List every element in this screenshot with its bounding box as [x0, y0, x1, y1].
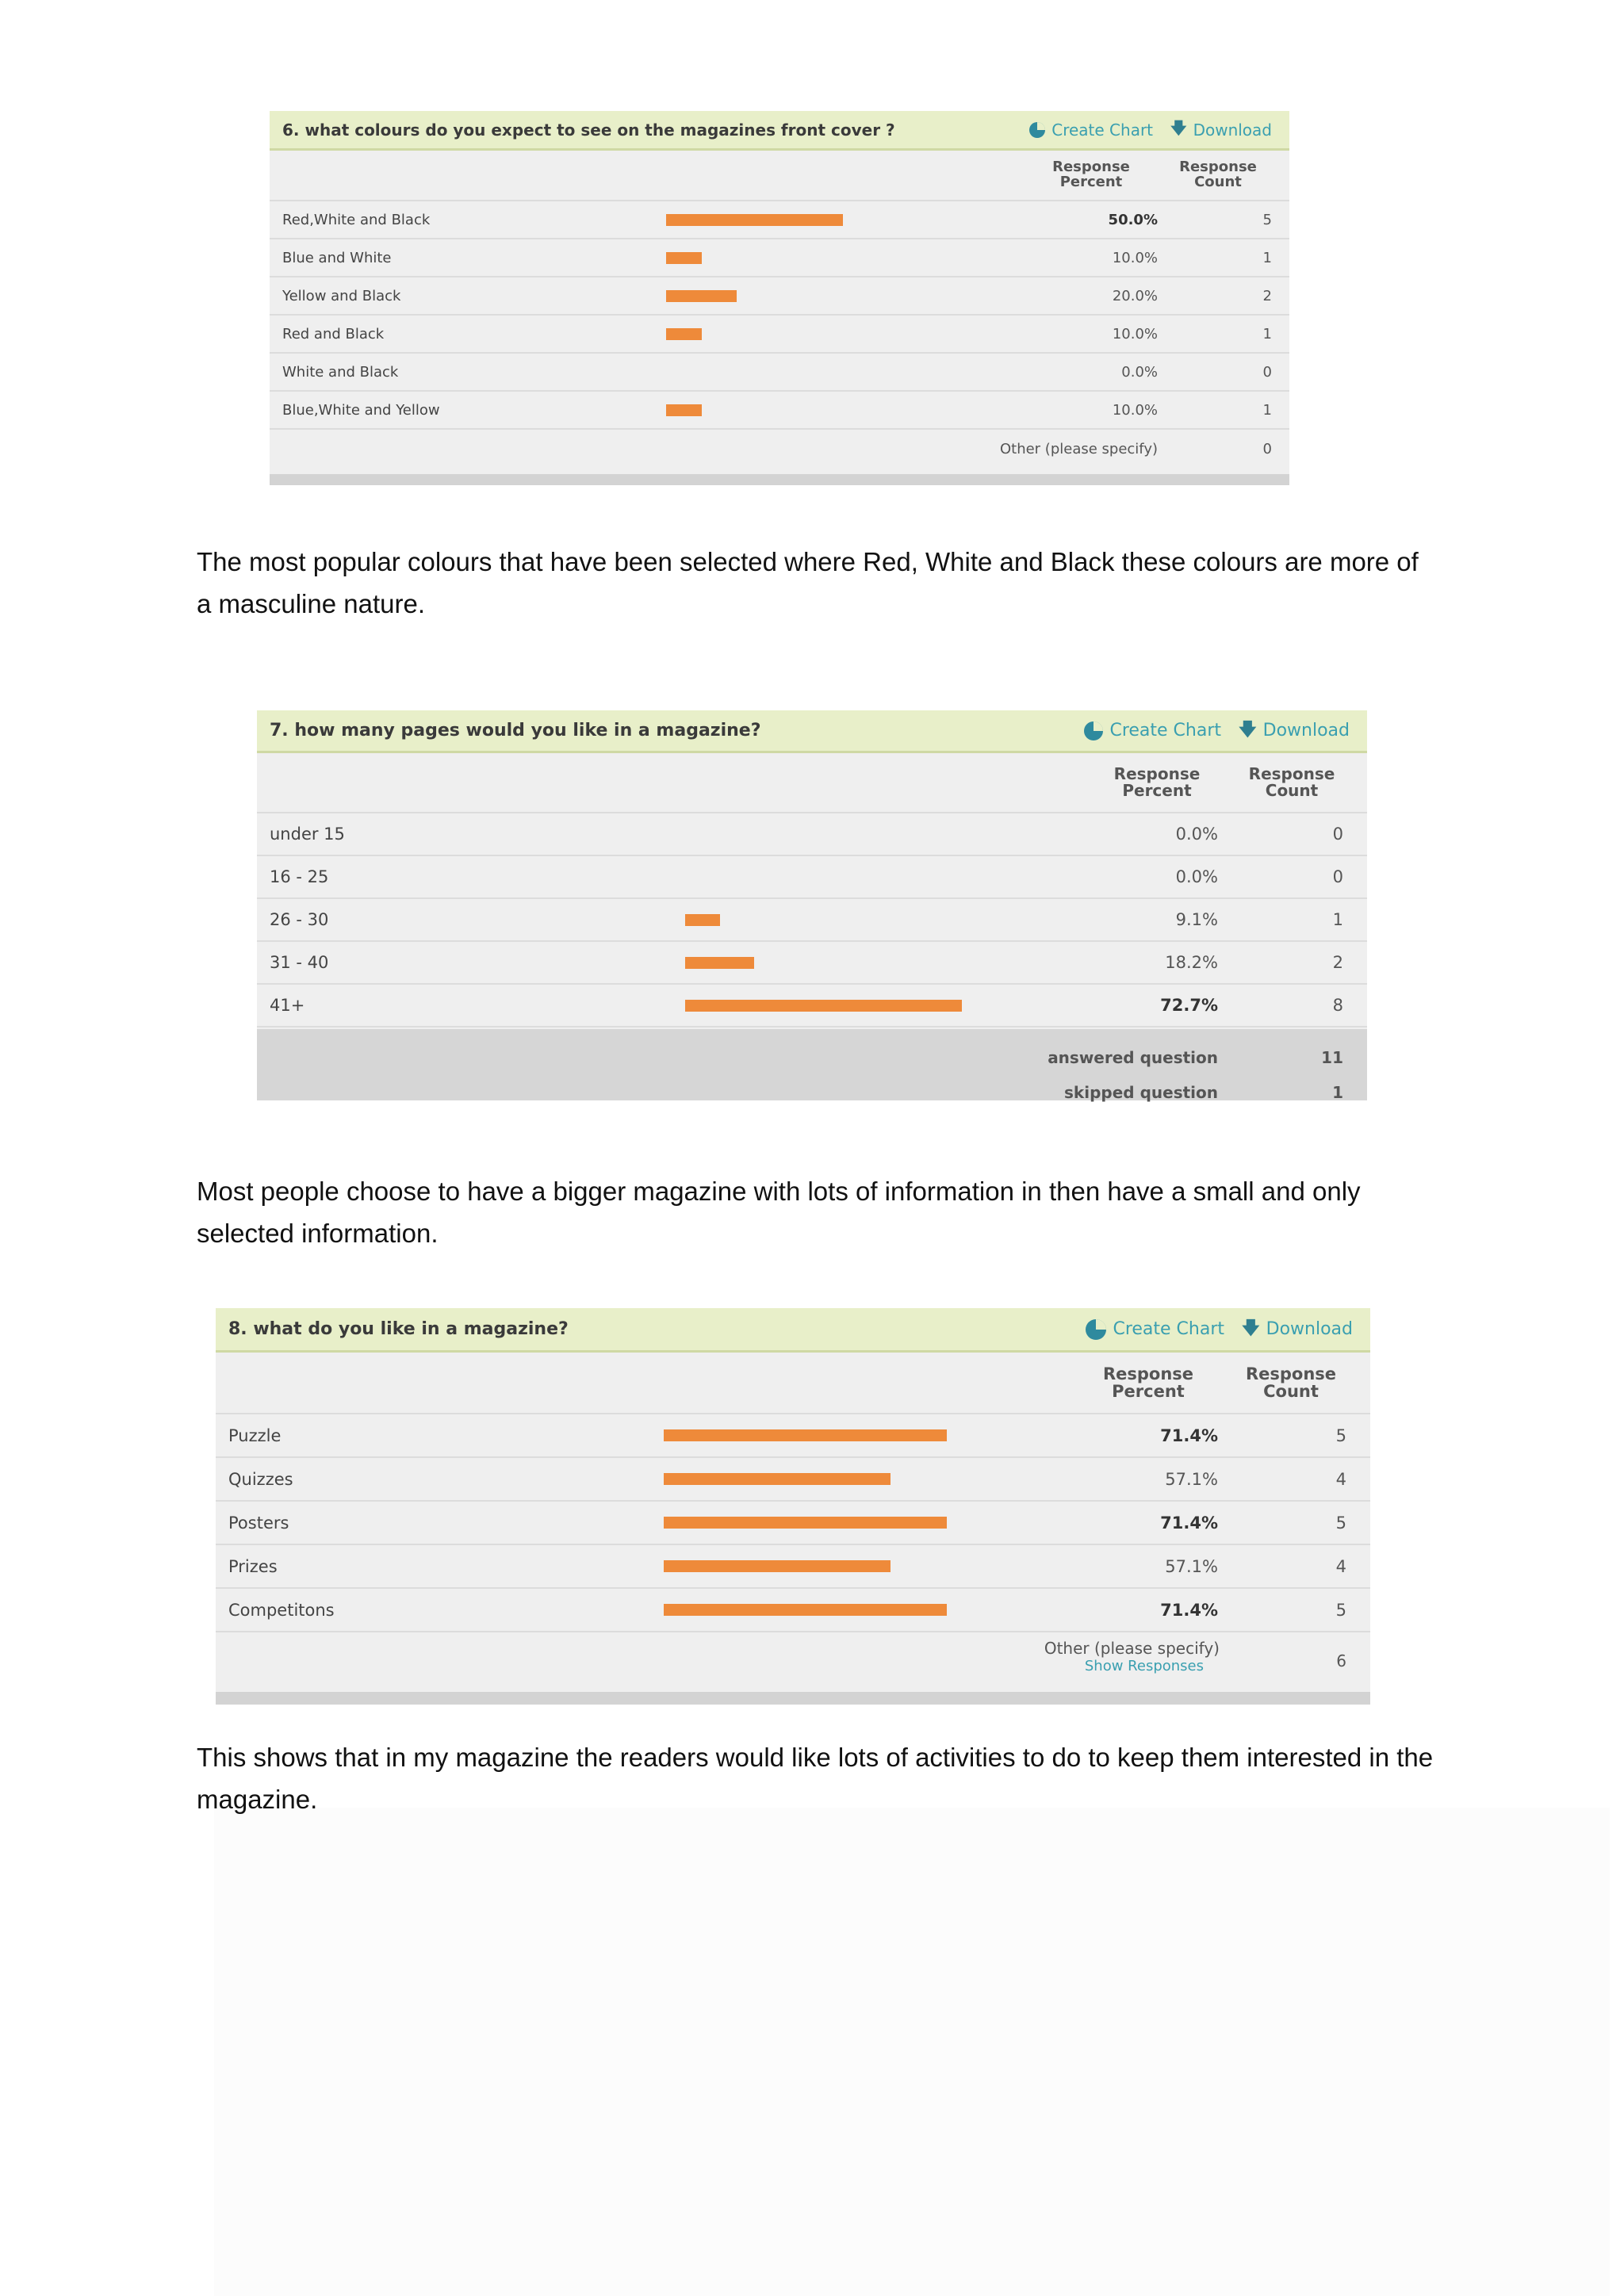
create-chart-button[interactable] [1086, 1319, 1224, 1340]
answered-question-label: answered question [1048, 1048, 1218, 1067]
download-button[interactable] [1170, 117, 1272, 144]
response-percent-header: Response Percent [1052, 159, 1130, 190]
response-bar [666, 252, 702, 264]
table-bottom-strip [216, 1692, 1370, 1705]
response-percent: 71.4% [1160, 1600, 1218, 1620]
column-headers [270, 151, 1289, 201]
response-bar [666, 214, 843, 226]
response-percent: 10.0% [1112, 249, 1158, 266]
answer-row [257, 942, 1367, 985]
response-count: 1 [1262, 249, 1272, 266]
response-bar [664, 1560, 891, 1572]
other-label: Other (please specify) [1044, 1639, 1220, 1658]
response-percent: 9.1% [1175, 910, 1218, 929]
download-button[interactable] [1239, 716, 1350, 746]
create-chart-label: Create Chart [1113, 1319, 1225, 1339]
download-label: Download [1266, 1319, 1353, 1339]
answer-row [270, 316, 1289, 354]
response-count: 2 [1262, 287, 1272, 304]
question-title: 7. how many pages would you like in a magazine? [270, 721, 761, 740]
download-arrow-icon: 🡇 [1242, 1318, 1260, 1338]
response-bar [666, 328, 702, 340]
column-headers [257, 753, 1367, 813]
response-count: 0 [1262, 363, 1272, 381]
response-count-header: Response Count [1179, 159, 1257, 190]
answer-label: under 15 [270, 825, 345, 844]
response-bar [664, 1517, 947, 1529]
response-count: 5 [1335, 1600, 1346, 1620]
answer-label: 16 - 25 [270, 867, 329, 886]
answered-question-count: 11 [1321, 1048, 1343, 1067]
response-count: 4 [1335, 1556, 1346, 1576]
survey-question-6 [270, 111, 1289, 485]
answer-row [270, 392, 1289, 430]
download-button[interactable] [1242, 1314, 1353, 1345]
response-count: 5 [1335, 1425, 1346, 1445]
download-label: Download [1193, 120, 1272, 140]
response-percent: 10.0% [1112, 401, 1158, 419]
create-chart-button[interactable] [1029, 121, 1153, 140]
faint-background [214, 1808, 1610, 2296]
answer-label: Blue and White [282, 249, 392, 266]
response-percent: 71.4% [1160, 1513, 1218, 1533]
answer-label: Red and Black [282, 325, 385, 342]
response-percent-header: Response Percent [1102, 1364, 1194, 1401]
response-count: 1 [1262, 401, 1272, 419]
answer-rows [270, 201, 1289, 430]
answer-label: Competitons [228, 1600, 335, 1620]
survey-question-8 [216, 1308, 1370, 1705]
download-label: Download [1262, 721, 1350, 740]
response-percent-header: Response Percent [1113, 764, 1201, 800]
download-arrow-icon: 🡇 [1170, 117, 1187, 137]
response-count: 2 [1332, 953, 1343, 972]
response-percent: 71.4% [1160, 1425, 1218, 1445]
answer-label: 41+ [270, 996, 305, 1015]
answer-rows [257, 813, 1367, 1027]
response-percent: 10.0% [1112, 325, 1158, 342]
response-percent: 50.0% [1108, 211, 1158, 228]
response-count-header: Response Count [1248, 764, 1335, 800]
pie-chart-icon [1029, 122, 1045, 138]
response-count: 5 [1262, 211, 1272, 228]
answer-label: Blue,White and Yellow [282, 401, 440, 419]
response-bar [666, 404, 702, 416]
response-count-header: Response Count [1245, 1364, 1337, 1401]
answer-row [270, 201, 1289, 239]
answer-row [216, 1545, 1370, 1589]
response-count: 4 [1335, 1469, 1346, 1489]
answer-row [216, 1414, 1370, 1458]
show-responses-link[interactable]: Show Responses [1084, 1658, 1204, 1674]
survey-question-7 [257, 710, 1367, 1100]
other-label: Other (please specify) [999, 440, 1158, 457]
response-percent: 0.0% [1121, 363, 1158, 381]
answer-label: Yellow and Black [282, 287, 401, 304]
answer-row [216, 1458, 1370, 1502]
answer-row [257, 985, 1367, 1027]
response-percent: 57.1% [1165, 1469, 1218, 1489]
answer-label: White and Black [282, 363, 399, 381]
answer-row [257, 856, 1367, 899]
answer-row [216, 1502, 1370, 1545]
response-percent: 18.2% [1165, 953, 1218, 972]
answer-label: Prizes [228, 1556, 278, 1576]
answer-row [270, 277, 1289, 316]
answer-row [257, 813, 1367, 856]
summary-block [257, 1029, 1367, 1100]
answer-row [257, 899, 1367, 942]
answer-rows [216, 1414, 1370, 1632]
other-count: 0 [1262, 440, 1272, 457]
question-title: 6. what colours do you expect to see on the magazines front cover ? [282, 120, 895, 140]
create-chart-label: Create Chart [1051, 120, 1154, 140]
skipped-question-count: 1 [1332, 1083, 1343, 1102]
other-row [270, 430, 1289, 468]
question-header [257, 710, 1367, 753]
response-percent: 0.0% [1175, 825, 1218, 844]
paragraph-3: This shows that in my magazine the readers would like lots of activities to do to keep them interested in the magazine. [197, 1743, 1434, 1814]
answer-label: 31 - 40 [270, 953, 329, 972]
answer-row [270, 354, 1289, 392]
paragraph-1: The most popular colours that have been selected where Red, White and Black these colours are more of a masculine nature. [197, 547, 1419, 618]
question-header [216, 1308, 1370, 1353]
answer-row [270, 239, 1289, 277]
response-bar [664, 1429, 947, 1441]
column-headers [216, 1353, 1370, 1414]
response-count: 8 [1332, 996, 1343, 1015]
answer-label: 26 - 30 [270, 910, 329, 929]
pie-chart-icon [1084, 721, 1103, 740]
question-title: 8. what do you like in a magazine? [228, 1319, 569, 1339]
response-count: 0 [1332, 867, 1343, 886]
response-bar [685, 957, 754, 969]
answer-label: Quizzes [228, 1469, 293, 1489]
answer-row [216, 1589, 1370, 1632]
answer-label: Red,White and Black [282, 211, 431, 228]
pie-chart-icon [1086, 1319, 1106, 1340]
answer-label: Puzzle [228, 1425, 282, 1445]
create-chart-label: Create Chart [1109, 721, 1222, 740]
table-bottom-strip [270, 474, 1289, 485]
response-bar [666, 290, 737, 302]
response-percent: 57.1% [1165, 1556, 1218, 1576]
create-chart-button[interactable] [1084, 721, 1221, 740]
other-count: 6 [1336, 1651, 1346, 1670]
response-count: 1 [1262, 325, 1272, 342]
skipped-question-label: skipped question [1064, 1083, 1218, 1102]
response-bar [664, 1473, 891, 1485]
response-bar [664, 1604, 947, 1616]
response-percent: 72.7% [1160, 996, 1218, 1015]
response-percent: 20.0% [1112, 287, 1158, 304]
answer-label: Posters [228, 1513, 289, 1533]
response-bar [685, 914, 720, 926]
response-count: 0 [1332, 825, 1343, 844]
download-arrow-icon: 🡇 [1239, 719, 1257, 740]
paragraph-2: Most people choose to have a bigger magazine with lots of information in then have a small and only selected information. [197, 1177, 1361, 1248]
other-row [216, 1632, 1370, 1691]
question-header [270, 111, 1289, 151]
response-count: 1 [1332, 910, 1343, 929]
response-count: 5 [1335, 1513, 1346, 1533]
response-bar [685, 1000, 962, 1012]
response-percent: 0.0% [1175, 867, 1218, 886]
